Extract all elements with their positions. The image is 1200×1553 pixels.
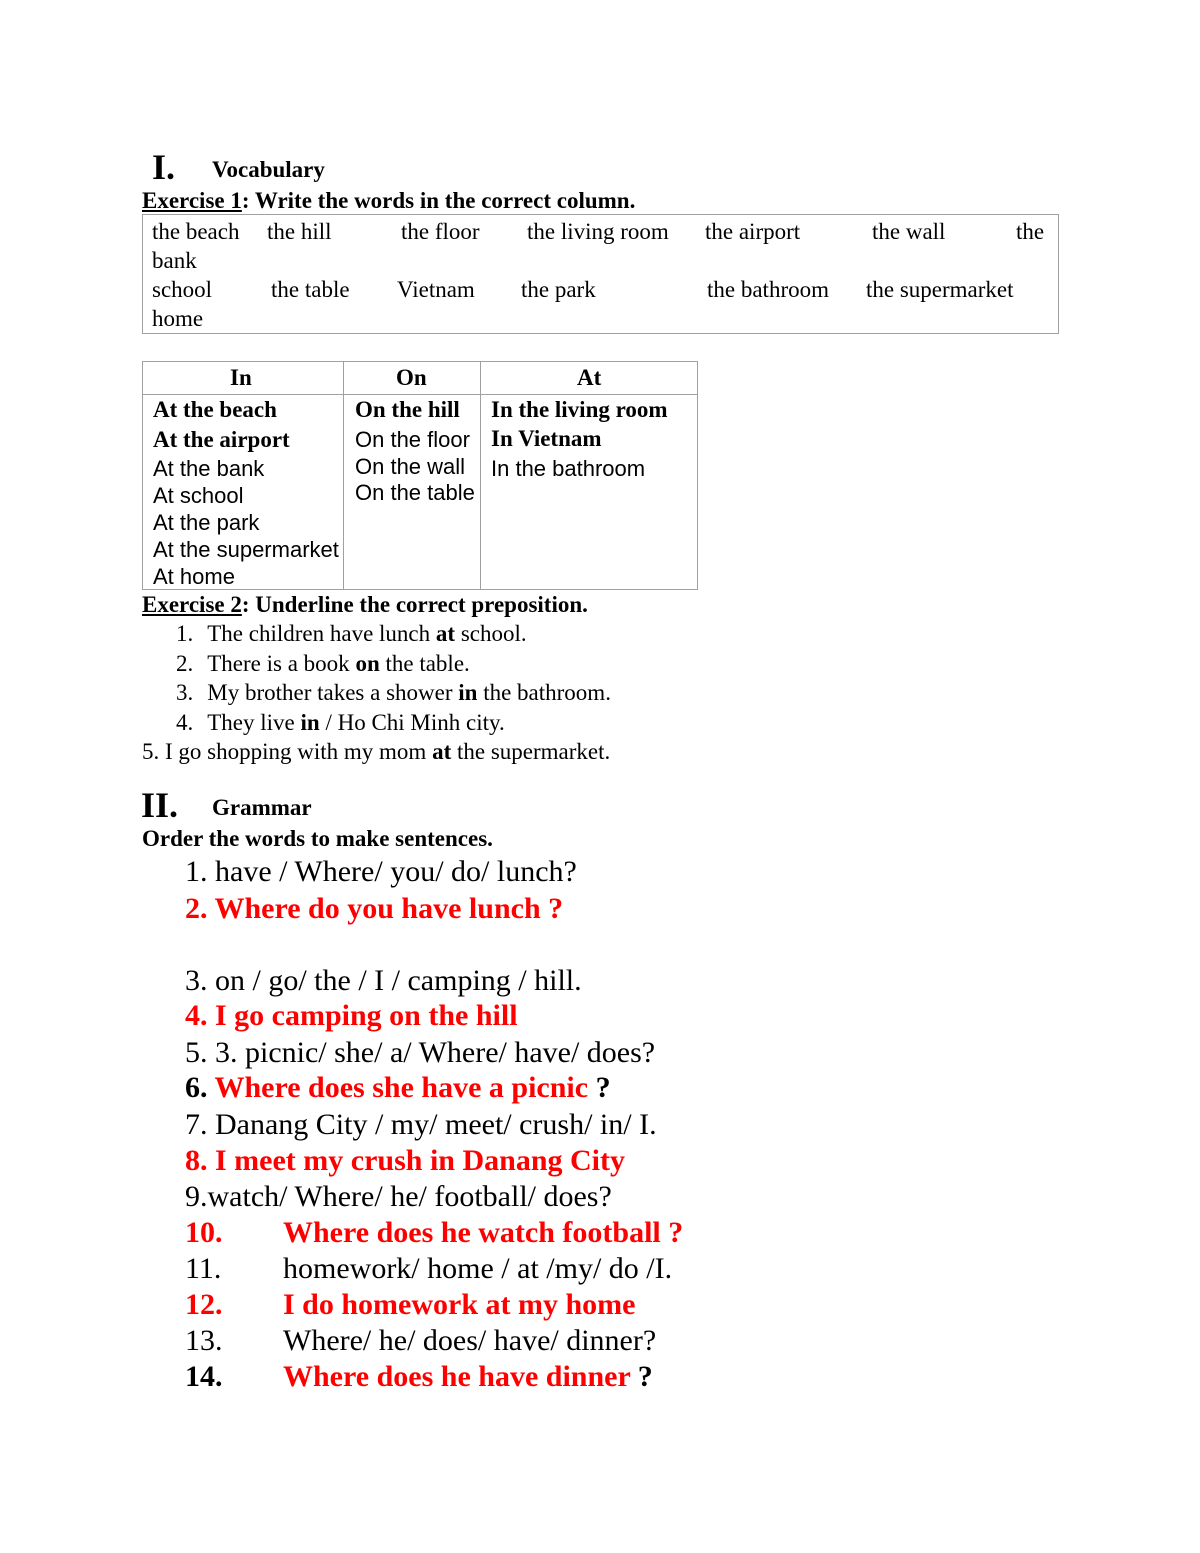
word: the park <box>521 277 596 302</box>
table-cell: On the hill <box>355 397 460 422</box>
exercise-2-item <box>176 710 505 736</box>
grammar-instruction: Order the words to make sentences. <box>142 826 493 851</box>
word: school <box>152 277 213 302</box>
exercise-2-item <box>176 651 470 677</box>
line-text: I go camping on the hill <box>215 999 518 1032</box>
item-number: 2. <box>176 651 194 676</box>
item-number: 4. <box>176 710 194 735</box>
exercise-label: Exercise 1 <box>142 188 242 213</box>
answer-line <box>185 999 518 1033</box>
word: the hill <box>267 219 332 244</box>
line-text: Where do you have lunch ? <box>214 892 564 925</box>
line-text: I meet my crush in Danang City <box>215 1144 625 1177</box>
item-text: the bathroom. <box>477 680 611 705</box>
line-number: 6. <box>185 1071 208 1104</box>
line-text: 3. picnic/ she/ a/ Where/ have/ does? <box>215 1036 656 1069</box>
word: home <box>152 306 204 331</box>
table-divider <box>480 361 481 590</box>
table-cell: At the bank <box>153 456 265 481</box>
grammar-line <box>185 1036 655 1070</box>
answer-line <box>185 892 563 926</box>
word: the supermarket <box>866 277 1014 302</box>
item-preposition: at <box>435 621 456 646</box>
column-header-at: At <box>577 365 602 390</box>
word: the table <box>271 277 350 302</box>
item-text: the supermarket. <box>451 739 611 764</box>
word: the <box>1016 219 1045 244</box>
line-number: 7. <box>185 1108 208 1141</box>
exercise-2-heading <box>142 592 588 618</box>
table-cell: In Vietnam <box>491 426 602 451</box>
line-number: 8. <box>185 1144 208 1177</box>
line-number: 2. <box>185 892 208 925</box>
table-cell: At the park <box>153 510 260 535</box>
item-preposition: in <box>300 710 320 735</box>
table-cell: On the floor <box>355 427 470 452</box>
grammar-line <box>185 855 577 889</box>
exercise-label: Exercise 2 <box>142 592 242 617</box>
table-cell: At the supermarket <box>153 537 339 562</box>
answer-line <box>185 1144 625 1178</box>
grammar-line <box>185 1180 612 1214</box>
word: the beach <box>152 219 240 244</box>
line-number: 9. <box>185 1180 208 1213</box>
grammar-line <box>185 1108 657 1142</box>
line-number: 5. <box>185 1036 208 1069</box>
table-cell: In the living room <box>491 397 668 422</box>
column-header-in: In <box>230 365 252 390</box>
item-text: the table. <box>379 651 470 676</box>
table-cell: At school <box>153 483 244 508</box>
item-text: They live <box>207 710 301 735</box>
column-header-on: On <box>396 365 427 390</box>
line-text: Danang City / my/ meet/ crush/ in/ I. <box>215 1108 657 1141</box>
table-header-divider <box>142 394 698 395</box>
table-cell: On the wall <box>355 454 466 479</box>
item-number: 3. <box>176 680 194 705</box>
exercise-2-item <box>176 680 611 706</box>
line-text: on / go/ the / I / camping / hill. <box>215 964 582 997</box>
exercise-1-heading <box>142 188 635 214</box>
answer-line: I do homework at my home <box>283 1288 636 1321</box>
answer-line: Where does he watch football ? <box>283 1216 684 1249</box>
word: the living room <box>527 219 669 244</box>
section-title: Vocabulary <box>212 157 325 182</box>
exercise-2-item <box>142 739 610 765</box>
item-preposition: on <box>355 651 380 676</box>
table-divider <box>343 361 344 590</box>
line-number: 4. <box>185 999 208 1032</box>
item-number: 1. <box>176 621 194 646</box>
grammar-line-number: 11. <box>185 1252 222 1285</box>
item-preposition: at <box>432 739 452 764</box>
answer-line <box>185 1071 611 1105</box>
line-tail: ? <box>630 1360 653 1393</box>
item-text: 5. I go shopping with my mom <box>142 739 433 764</box>
table-cell: At home <box>153 564 235 589</box>
table-cell: In the bathroom <box>491 456 646 481</box>
word: the bathroom <box>707 277 829 302</box>
line-tail: ? <box>588 1071 611 1104</box>
line-number: 3. <box>185 964 208 997</box>
grammar-line: Where/ he/ does/ have/ dinner? <box>283 1324 657 1357</box>
answer-line-number: 12. <box>185 1288 223 1321</box>
grammar-line: homework/ home / at /my/ do /I. <box>283 1252 673 1285</box>
table-cell: At the beach <box>153 397 277 422</box>
item-text: The children have lunch <box>207 621 436 646</box>
line-text: Where does she have a picnic <box>214 1071 589 1104</box>
line-number: 1. <box>185 855 208 888</box>
item-text: My brother takes a shower <box>207 680 459 705</box>
exercise-instruction: : Write the words in the correct column. <box>241 188 636 213</box>
word: the wall <box>872 219 946 244</box>
line-text: have / Where/ you/ do/ lunch? <box>215 855 577 888</box>
item-preposition: in <box>458 680 478 705</box>
line-text: Where does he have dinner <box>283 1360 631 1393</box>
section-numeral: II. <box>141 785 179 825</box>
word: Vietnam <box>397 277 475 302</box>
word: the floor <box>401 219 480 244</box>
grammar-line <box>185 964 582 998</box>
section-title: Grammar <box>212 795 312 820</box>
line-text: watch/ Where/ he/ football/ does? <box>207 1180 612 1213</box>
answer-line-number: 10. <box>185 1216 223 1249</box>
item-text: school. <box>455 621 527 646</box>
exercise-2-item <box>176 621 527 647</box>
section-numeral: I. <box>152 147 176 187</box>
table-cell: On the table <box>355 480 475 505</box>
answer-line-number: 14. <box>185 1360 223 1393</box>
word: the airport <box>705 219 801 244</box>
word: bank <box>152 248 197 273</box>
item-text: / Ho Chi Minh city. <box>319 710 505 735</box>
grammar-line-number: 13. <box>185 1324 223 1357</box>
item-text: There is a book <box>207 651 356 676</box>
answer-line <box>283 1360 653 1394</box>
table-cell: At the airport <box>153 427 290 452</box>
exercise-instruction: : Underline the correct preposition. <box>241 592 588 617</box>
